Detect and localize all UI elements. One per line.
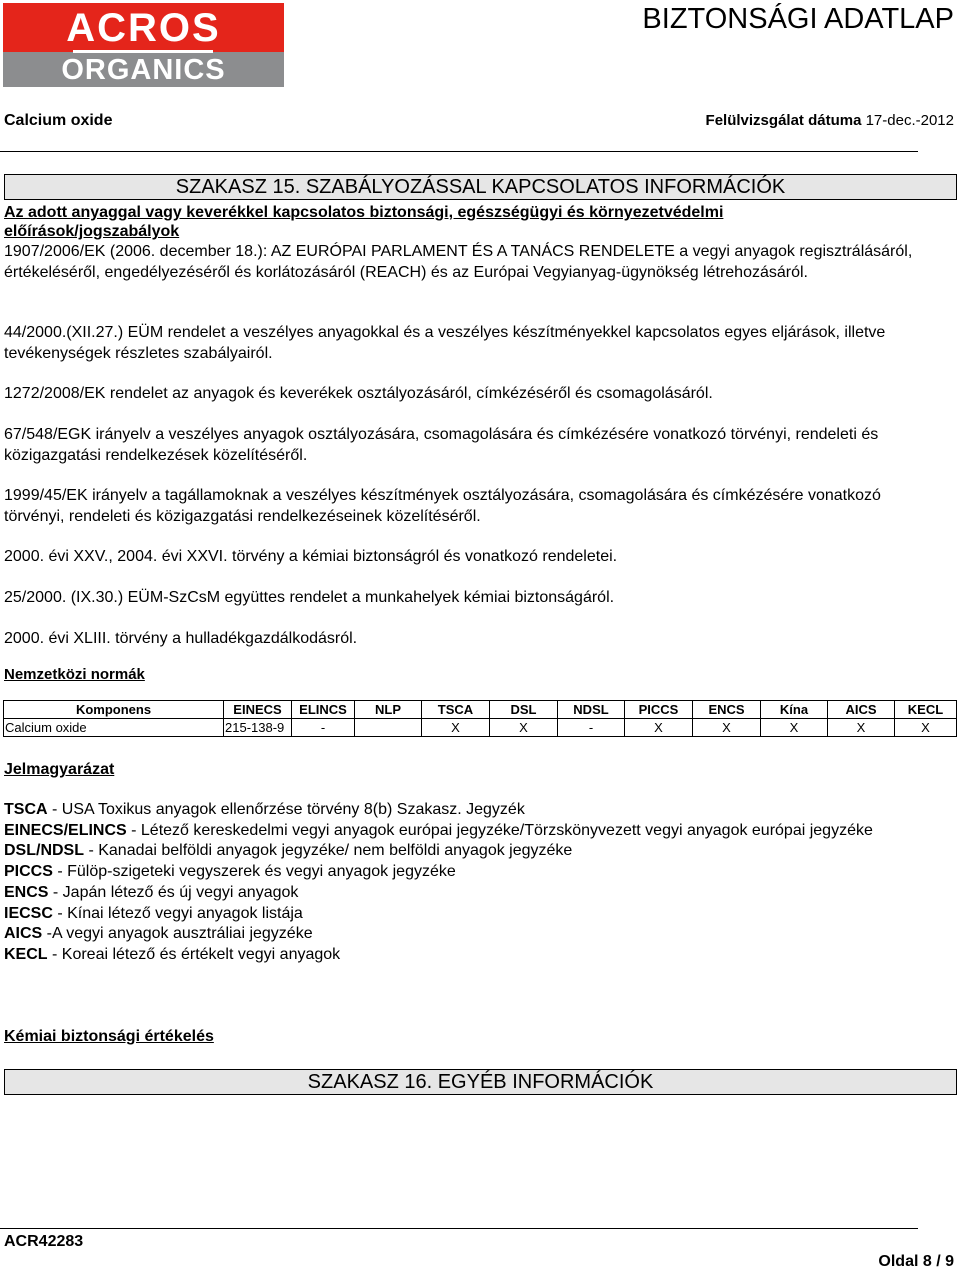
column-header: KECL	[895, 701, 957, 719]
legend-item	[4, 800, 934, 821]
column-header: ELINCS	[292, 701, 355, 719]
legend-term: EINECS/ELINCS	[4, 821, 127, 839]
legend-item	[4, 883, 934, 904]
legend-term: IECSC	[4, 904, 53, 922]
section-15-subtitle: Az adott anyaggal vagy keverékkel kapcsolatos biztonsági, egészségügyi és környezetvédelmi előírások/jogszabályok	[4, 204, 724, 240]
regulation-paragraph: 1907/2006/EK (2006. december 18.): AZ EURÓPAI PARLAMENT ÉS A TANÁCS RENDELETE a vegyi anyagok regisztrálásáról, értékeléséről, engedélyezéséről és korlátozásáról (REACH) és az Európai Vegyianyag-ügynökség létrehozásáról.	[4, 243, 913, 281]
legend-item	[4, 821, 934, 842]
legend-item	[4, 945, 934, 966]
table-cell: X	[490, 719, 558, 737]
table-cell: -	[558, 719, 625, 737]
footer-divider	[0, 1228, 918, 1229]
column-header: NLP	[355, 701, 422, 719]
table-cell	[355, 719, 422, 737]
document-title: BIZTONSÁGI ADATLAP	[642, 3, 954, 35]
header-divider	[0, 151, 918, 152]
legend-list	[4, 800, 934, 966]
section-15-title: SZAKASZ 15. SZABÁLYOZÁSSAL KAPCSOLATOS INFORMÁCIÓK	[4, 174, 957, 200]
legend-item	[4, 924, 934, 945]
column-header: Komponens	[4, 701, 224, 719]
international-norms-heading: Nemzetközi normák	[4, 666, 145, 683]
product-name: Calcium oxide	[4, 112, 113, 129]
legend-desc: -A vegyi anyagok ausztráliai jegyzéke	[42, 925, 313, 943]
section-16-title: SZAKASZ 16. EGYÉB INFORMÁCIÓK	[4, 1069, 957, 1095]
regulation-paragraph: 1999/45/EK irányelv a tagállamoknak a veszélyes készítmények osztályozására, csomagolására és címkézésére vonatkozó törvényi, rendeleti és közigazgatási rendelkezéseinek közelítéséről.	[4, 487, 881, 525]
table-cell: 215-138-9	[224, 719, 292, 737]
revision-date-line	[706, 112, 954, 129]
legend-term: PICCS	[4, 863, 53, 881]
table-cell: X	[422, 719, 490, 737]
legend-term: AICS	[4, 925, 43, 943]
regulation-paragraph: 67/548/EGK irányelv a veszélyes anyagok osztályozására, csomagolására és címkézésére vonatkozó törvényi, rendeleti és közigazgatási rendelkezések közelítéséről.	[4, 426, 879, 464]
table-row	[4, 719, 957, 737]
table-cell: X	[625, 719, 693, 737]
legend-desc: - Japán létező és új vegyi anyagok	[48, 883, 299, 901]
legend-item	[4, 862, 934, 883]
inventory-table	[3, 700, 957, 737]
table-cell: X	[895, 719, 957, 737]
table-cell: X	[828, 719, 895, 737]
regulation-paragraph: 2000. évi XXV., 2004. évi XXVI. törvény a kémiai biztonságról és vonatkozó rendeletei.	[4, 548, 618, 565]
column-header: TSCA	[422, 701, 490, 719]
regulation-paragraph: 44/2000.(XII.27.) EÜM rendelet a veszélyes anyagokkal és a veszélyes készítményekkel kapcsolatos egyes eljárások, illetve tevékenységek részletes szabályairól.	[4, 324, 886, 362]
legend-desc: - Fülöp-szigeteki vegyszerek és vegyi anyagok jegyzéke	[52, 863, 456, 881]
document-code: ACR42283	[4, 1233, 84, 1250]
column-header: DSL	[490, 701, 558, 719]
table-cell: Calcium oxide	[4, 719, 224, 737]
column-header: NDSL	[558, 701, 625, 719]
chemical-safety-assessment-heading: Kémiai biztonsági értékelés	[4, 1028, 214, 1045]
table-cell: X	[761, 719, 828, 737]
column-header: Kína	[761, 701, 828, 719]
table-cell: -	[292, 719, 355, 737]
revision-date: 17-dec.-2012	[865, 112, 954, 129]
legend-term: ENCS	[4, 883, 49, 901]
regulation-paragraph: 1272/2008/EK rendelet az anyagok és keverékek osztályozásáról, címkézéséről és csomagolásáról.	[4, 385, 713, 402]
acros-organics-logo	[3, 3, 284, 87]
column-header: PICCS	[625, 701, 693, 719]
table-header-row	[4, 701, 957, 719]
column-header: ENCS	[693, 701, 761, 719]
revision-label: Felülvizsgálat dátuma	[705, 112, 862, 129]
page-number: Oldal 8 / 9	[878, 1253, 954, 1270]
legend-desc: - Kanadai belföldi anyagok jegyzéke/ nem belföldi anyagok jegyzéke	[84, 842, 573, 860]
legend-item	[4, 904, 934, 925]
legend-heading: Jelmagyarázat	[4, 761, 115, 778]
legend-item	[4, 841, 934, 862]
column-header: EINECS	[224, 701, 292, 719]
regulation-paragraph: 25/2000. (IX.30.) EÜM-SzCsM együttes rendelet a munkahelyek kémiai biztonságáról.	[4, 589, 615, 606]
legend-desc: - Kínai létező vegyi anyagok listája	[52, 904, 303, 922]
table-cell: X	[693, 719, 761, 737]
column-header: AICS	[828, 701, 895, 719]
legend-desc: - Létező kereskedelmi vegyi anyagok európai jegyzéke/Törzskönyvezett vegyi anyagok európai jegyzéke	[126, 821, 873, 839]
regulation-paragraph: 2000. évi XLIII. törvény a hulladékgazdálkodásról.	[4, 630, 358, 647]
legend-term: DSL/NDSL	[4, 842, 84, 860]
legend-desc: - USA Toxikus anyagok ellenőrzése törvény 8(b) Szakasz. Jegyzék	[47, 801, 525, 818]
logo-text-acros: ACROS	[66, 6, 221, 50]
legend-term: KECL	[4, 945, 48, 963]
legend-term: TSCA	[4, 801, 48, 818]
logo-text-organics: ORGANICS	[61, 54, 226, 86]
legend-desc: - Koreai létező és értékelt vegyi anyagok	[47, 945, 341, 963]
